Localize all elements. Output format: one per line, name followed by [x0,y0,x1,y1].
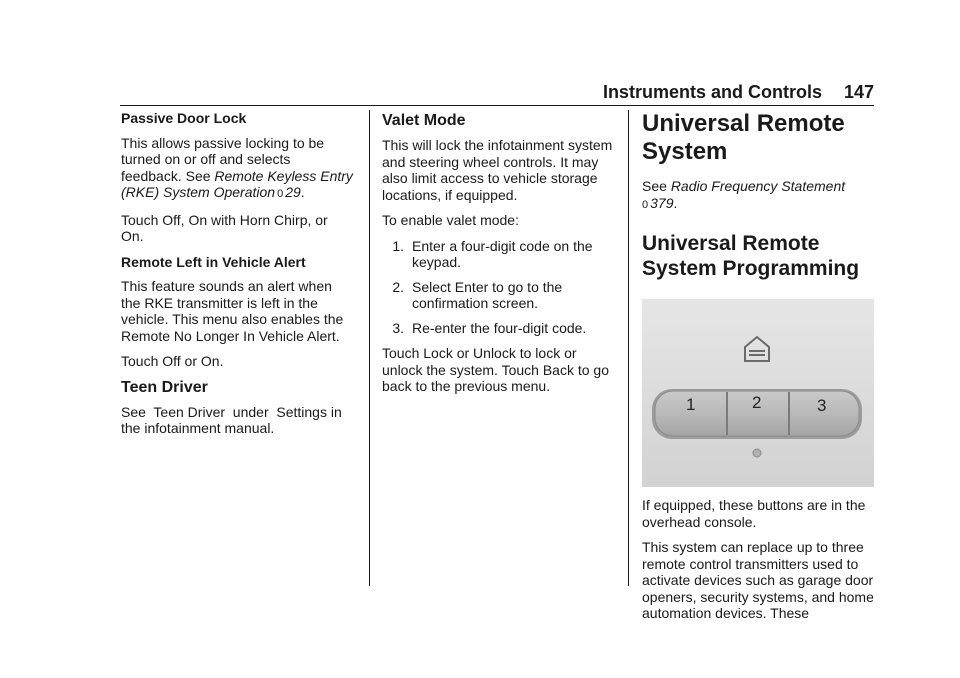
programming-heading: Universal Remote System Programming [642,232,860,280]
teen-driver-text: See Teen Driver under Settings in the infotainment manual. [121,403,346,436]
see-text: See [642,178,671,194]
remote-button-3[interactable]: 3 [817,396,827,415]
remote-left-heading: Remote Left in Vehicle Alert [121,253,306,270]
passive-door-lock-heading: Passive Door Lock [121,110,247,126]
overhead-console-figure [642,299,874,487]
list-item [382,320,614,337]
replace-transmitters-text: This system can replace up to three remote control transmitters used to activate devices such as garage door openers, security systems, and home automation devices. These [642,539,874,621]
step-number: 2. [392,278,404,295]
indicator-light-icon [753,449,761,457]
list-item [382,279,614,312]
step-text: Re-enter the four-digit code. [412,319,587,336]
passive-door-lock-options: Touch Off, On with Horn Chirp, or On. [121,211,328,244]
remote-button-2[interactable]: 2 [752,393,762,412]
remote-left-text: This feature sounds an alert when the RKE transmitter is left in the vehicle. This menu also enables the Remote No Longer In Vehicle Alert. [121,278,344,344]
column-1 [121,110,353,446]
teen-driver-heading: Teen Driver [121,378,208,396]
remote-button-1[interactable]: 1 [686,395,696,414]
see-text-end: . [673,194,678,211]
passive-door-lock-text [121,135,353,203]
radio-page-ref[interactable]: 379 [650,194,674,211]
header-rule [120,105,874,106]
list-item [382,238,614,271]
column-3 [642,110,874,631]
section-title: Instruments and Controls [602,82,822,102]
step-text: Select Enter to go to the confirmation screen. [412,278,563,311]
valet-steps-list [382,238,614,337]
page-number: 147 [843,82,874,102]
passive-text-end: . [300,184,305,200]
remote-left-options: Touch Off or On. [121,353,224,369]
step-number: 1. [392,237,404,254]
overhead-console-text: If equipped, these buttons are in the overhead console. [642,497,866,530]
rke-page-ref[interactable]: 29 [285,184,301,200]
universal-remote-heading: Universal Remote System [642,110,845,165]
page-ref-arrow-icon: 0 [642,198,649,211]
valet-mode-heading: Valet Mode [382,112,466,129]
valet-lock-text: Touch Lock or Unlock to lock or unlock the system. Touch Back to go back to the previous menu. [382,345,609,394]
radio-frequency-link[interactable]: Radio Frequency Statement [670,178,846,194]
passive-text-part: This allows passive locking to be turned on or off and selects feedback. See [121,134,325,184]
step-text: Enter a four-digit code on the keypad. [412,237,593,270]
column-divider-1 [369,110,370,586]
page-ref-arrow-icon: 0 [277,188,284,200]
column-divider-2 [628,110,629,586]
rke-link[interactable]: Remote Keyless Entry (RKE) System Operation [121,167,353,200]
step-number: 3. [392,319,404,336]
column-2 [382,110,614,404]
valet-mode-text: This will lock the infotainment system and steering wheel controls. It may also limit access to vehicle storage locations, if equipped. [382,137,613,203]
universal-remote-see [642,178,874,213]
page-header [600,82,874,103]
valet-enable-intro: To enable valet mode: [382,212,519,228]
